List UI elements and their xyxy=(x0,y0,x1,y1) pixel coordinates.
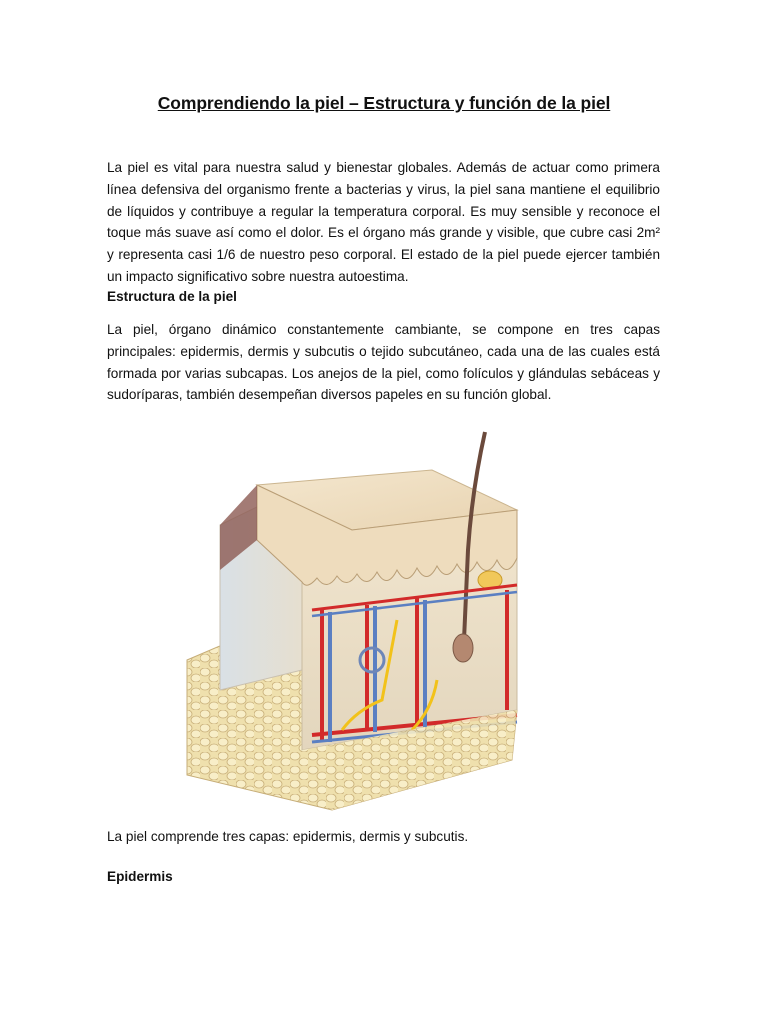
skin-cross-section-illustration xyxy=(182,430,527,820)
hair-bulb xyxy=(453,634,473,662)
intro-paragraph: La piel es vital para nuestra salud y bienestar globales. Además de actuar como primera línea defensiva del organismo frente a bacterias y virus, la piel sana mantiene el equilibrio de líquidos y contribuye a regular la temperatura corporal. Es muy sensible y reconoce el toque más suave así como el dolor. Es el órgano más grande y visible, que cubre casi 2m² y representa casi 1/6 de nuestro peso corporal. El estado de la piel puede ejercer también un impacto significativo sobre nuestra autoestima. xyxy=(107,160,660,284)
page-title: Comprendiendo la piel – Estructura y función de la piel xyxy=(157,93,611,113)
structure-paragraph: La piel, órgano dinámico constantemente cambiante, se compone en tres capas principales: epidermis, dermis y subcutis o tejido subcutáneo, cada una de las cuales está formada por varias subcapas. Los anejos de la piel, como folículos y glándulas sebáceas y sudoríparas, también desempeñan diversos papeles en su función global. xyxy=(107,322,660,403)
figure-caption: La piel comprende tres capas: epidermis, dermis y subcutis. xyxy=(107,829,469,844)
section-heading-structure: Estructura de la piel xyxy=(107,289,237,304)
section-heading-epidermis: Epidermis xyxy=(107,869,173,884)
